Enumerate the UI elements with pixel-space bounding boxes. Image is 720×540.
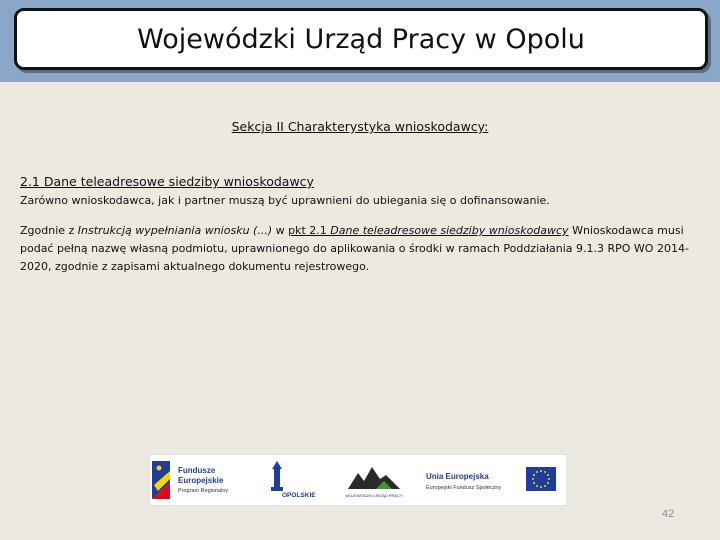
eu-line1: Unia Europejska: [426, 472, 489, 481]
paragraph-instructions: [20, 222, 700, 276]
opolskie-logo: [262, 459, 318, 501]
paragraph-eligibility: Zarówno wnioskodawca, jak i partner muszą być uprawnieni do ubiegania się o dofinansowanie.: [20, 194, 550, 207]
pkt-title: Dane teleadresowe siedziby wnioskodawcy: [330, 224, 569, 237]
para2-text-1: Zgodnie z: [20, 224, 78, 237]
sub-heading: 2.1 Dane teleadresowe siedziby wnioskodawcy: [20, 174, 314, 189]
wup-logo: [340, 459, 410, 501]
logo-strip: [149, 454, 567, 506]
section-title: Sekcja II Charakterystyka wnioskodawcy:: [231, 119, 489, 134]
fundusze-europejskie-logo: [150, 459, 250, 501]
opolskie-wordmark: OPOLSKIE: [282, 492, 316, 499]
para2-text-2: w: [272, 224, 289, 237]
header-box: [14, 8, 708, 70]
eu-line2: Europejski Fundusz Społeczny: [426, 485, 502, 491]
para2-text-3: Wnioskodawca musi podać pełną nazwę własną podmiotu, uprawnionego do aplikowania o środki w ramach Poddziałania 9.1.3 RPO WO 2014-2020, zgodnie z zapisami aktualnego dokumentu rejestrowego.: [20, 224, 689, 273]
funds-line3: Program Regionalny: [178, 488, 229, 494]
instruction-reference: Instrukcją wypełniania wniosku (...): [77, 224, 273, 237]
wup-caption: WOJEWÓDZKI URZĄD PRACY: [345, 493, 403, 498]
unia-europejska-logo: [424, 459, 560, 501]
pkt-label: pkt 2.1: [288, 224, 331, 237]
page-title: Wojewódzki Urząd Pracy w Opolu: [137, 23, 585, 55]
page-number: 42: [662, 508, 675, 520]
header-band: [0, 0, 720, 82]
funds-line1: Fundusze: [178, 466, 216, 475]
funds-line2: Europejskie: [178, 476, 224, 485]
